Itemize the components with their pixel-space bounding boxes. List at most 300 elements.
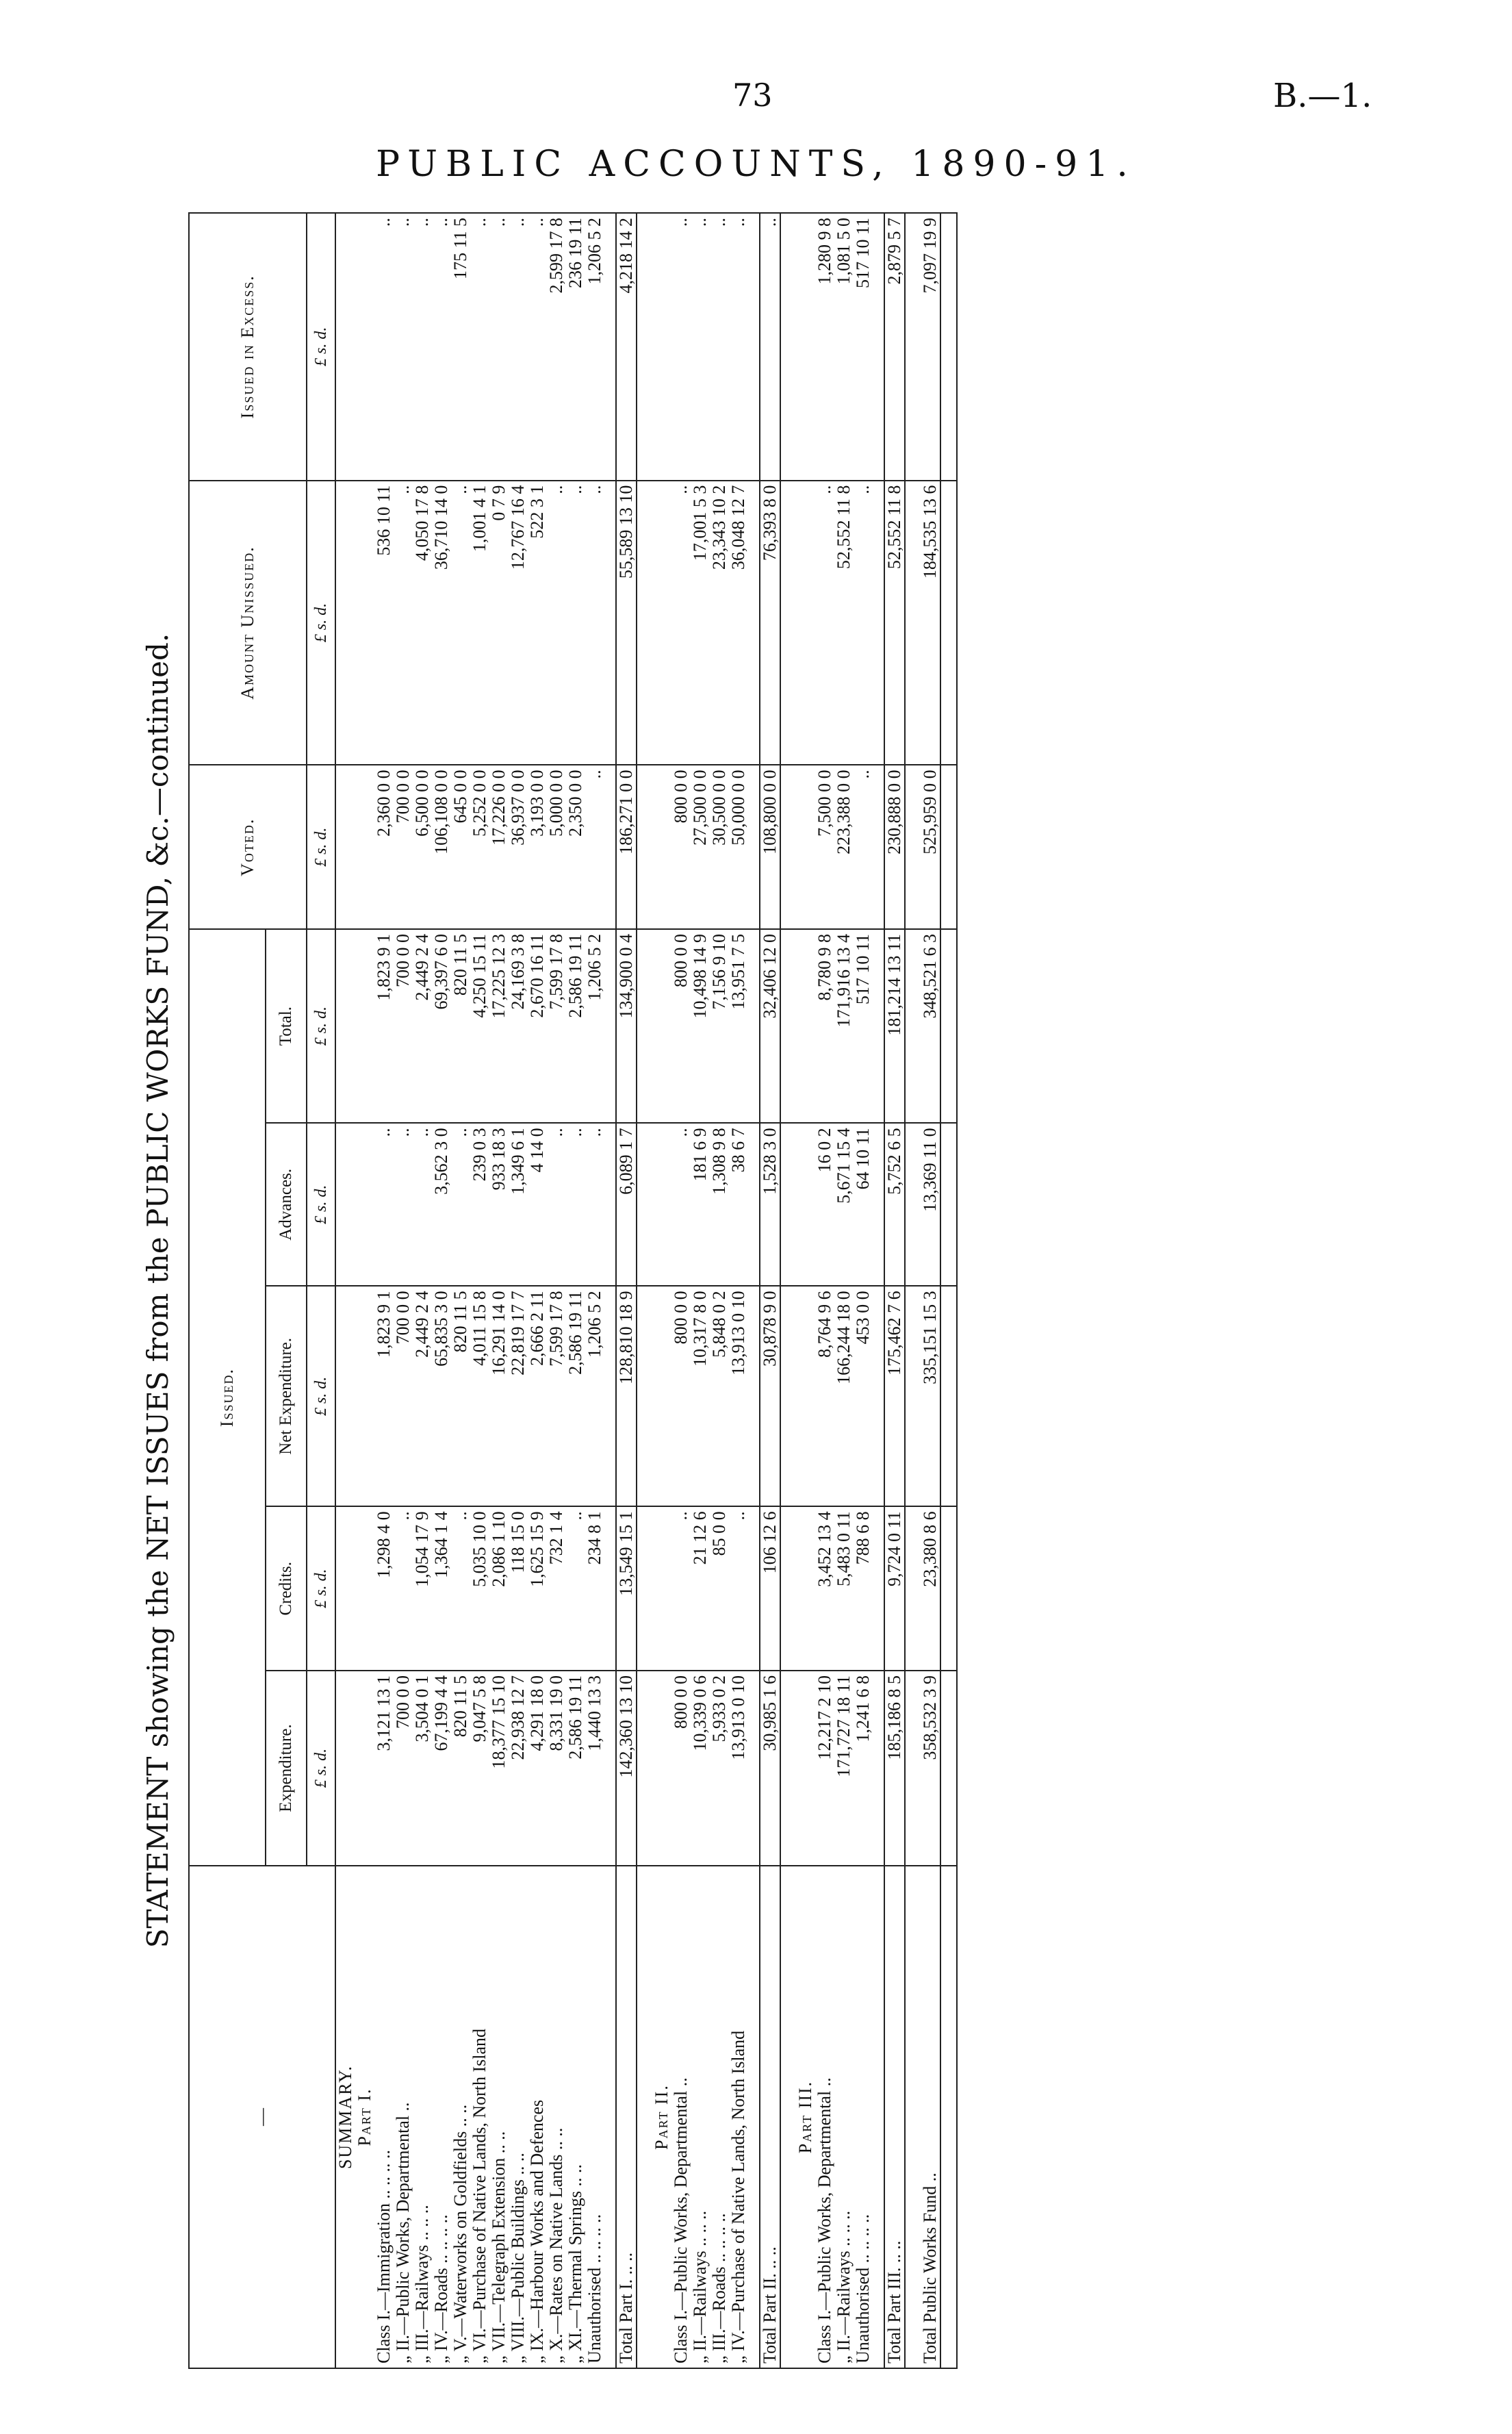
spacer-row (637, 213, 652, 2368)
amount-adv: 1,308 9 8 (710, 1123, 729, 1286)
empty-cell (748, 1123, 760, 1286)
amount-cr: 3,452 13 4 (815, 1506, 834, 1671)
amount-exp: 142,360 13 10 (616, 1671, 637, 1866)
amount-un: 52,552 11 8 (834, 481, 854, 765)
table-row (394, 213, 413, 2368)
empty-cell (748, 765, 760, 929)
spacer-row (780, 213, 796, 2368)
amount-exp: 820 11 5 (451, 1671, 470, 1866)
part-heading: Part III. (796, 1866, 815, 2368)
table-row (691, 213, 710, 2368)
header-net-expenditure: Net Expenditure. (266, 1286, 307, 1506)
header-issued: Issued. (189, 929, 266, 1866)
row-label: „ XI.—Thermal Springs .. .. (566, 1866, 585, 2368)
table-row (470, 213, 489, 2368)
empty-cell (604, 213, 616, 481)
table-row (374, 213, 394, 2368)
amount-cr: .. (394, 1506, 413, 1671)
amount-net: 128,810 18 9 (616, 1286, 637, 1506)
amount-un: 4,050 17 8 (413, 481, 432, 765)
empty-cell (355, 213, 374, 481)
amount-tot: 8,780 9 8 (815, 929, 834, 1123)
empty-cell (780, 1506, 796, 1671)
amount-exp: 8,331 19 0 (547, 1671, 566, 1866)
amount-ex: .. (432, 213, 451, 481)
amount-adv: .. (394, 1123, 413, 1286)
amount-net: 820 11 5 (451, 1286, 470, 1506)
amount-ex: .. (710, 213, 729, 481)
amount-vot: 800 0 0 (671, 765, 691, 929)
amount-un: 17,001 5 3 (691, 481, 710, 765)
row-label: Class I.—Public Works, Departmental .. (671, 1866, 691, 2368)
header-excess: Issued in Excess. (189, 213, 307, 481)
amount-net: 335,151 15 3 (921, 1286, 940, 1506)
amount-un: 55,589 13 10 (616, 481, 637, 765)
amount-vot: 106,108 0 0 (432, 765, 451, 929)
row-label: Total Part I. .. .. (616, 1866, 637, 2368)
amount-net: 13,913 0 10 (729, 1286, 748, 1506)
empty-cell (873, 1123, 884, 1286)
empty-cell (637, 1286, 652, 1506)
empty-cell (796, 1671, 815, 1866)
rotated-statement (140, 212, 1396, 2369)
row-label: Unauthorised .. .. .. .. (854, 1866, 873, 2368)
amount-tot: 1,206 5 2 (585, 929, 604, 1123)
part-heading: Part II. (652, 1866, 671, 2368)
currency-units-header: £ s. d. (307, 1123, 335, 1286)
amount-un: .. (671, 481, 691, 765)
empty-cell (652, 1123, 671, 1286)
amount-cr: .. (729, 1506, 748, 1671)
table-row (834, 213, 854, 2368)
amount-cr: 234 8 1 (585, 1506, 604, 1671)
empty-cell (873, 213, 884, 481)
amount-un: .. (854, 481, 873, 765)
empty-cell (604, 1123, 616, 1286)
empty-cell (637, 1506, 652, 1671)
section-heading-row (796, 213, 815, 2368)
row-label: „ II.—Public Works, Departmental .. (394, 1866, 413, 2368)
header-expenditure: Expenditure. (266, 1671, 307, 1866)
amount-net: 4,011 15 8 (470, 1286, 489, 1506)
amount-adv: 239 0 3 (470, 1123, 489, 1286)
amount-vot: 17,226 0 0 (489, 765, 509, 929)
amount-cr: 1,054 17 9 (413, 1506, 432, 1671)
amount-un: 23,343 10 2 (710, 481, 729, 765)
amount-adv: 16 0 2 (815, 1123, 834, 1286)
amount-exp: 3,504 0 1 (413, 1671, 432, 1866)
table-row (489, 213, 509, 2368)
document-reference: B.—1. (1273, 77, 1372, 115)
empty-cell (796, 1123, 815, 1286)
amount-tot: 17,225 12 3 (489, 929, 509, 1123)
row-label: Class I.—Immigration .. .. .. .. (374, 1866, 394, 2368)
amount-un: 1,001 4 1 (470, 481, 489, 765)
amount-net: 175,462 7 6 (884, 1286, 905, 1506)
empty-cell (780, 765, 796, 929)
empty-cell (652, 1671, 671, 1866)
row-label: „ VIII.—Public Buildings .. .. (509, 1866, 528, 2368)
amount-net: 5,848 0 2 (710, 1286, 729, 1506)
row-label: „ V.—Waterworks on Goldfields .. .. (451, 1866, 470, 2368)
header-advances: Advances. (266, 1123, 307, 1286)
amount-tot: 2,670 16 11 (528, 929, 547, 1123)
total-row (760, 213, 780, 2368)
amount-un: 76,393 8 0 (760, 481, 780, 765)
amount-tot: 32,406 12 0 (760, 929, 780, 1123)
table-row (815, 213, 834, 2368)
spacer-row (748, 213, 760, 2368)
empty-cell (652, 1286, 671, 1506)
amount-tot: 134,900 0 4 (616, 929, 637, 1123)
empty-cell (940, 765, 957, 929)
empty-cell (355, 929, 374, 1123)
amount-adv: .. (671, 1123, 691, 1286)
amount-tot: 181,214 13 11 (884, 929, 905, 1123)
empty-cell (905, 765, 921, 929)
empty-cell (873, 1866, 884, 2368)
empty-cell (335, 481, 355, 765)
amount-ex: .. (729, 213, 748, 481)
empty-cell (652, 1506, 671, 1671)
empty-cell (637, 1123, 652, 1286)
amount-cr: 5,035 10 0 (470, 1506, 489, 1671)
amount-ex: .. (374, 213, 394, 481)
amount-cr: 9,724 0 11 (884, 1506, 905, 1671)
row-label: „ III.—Roads .. .. .. .. (710, 1866, 729, 2368)
amount-tot: 1,823 9 1 (374, 929, 394, 1123)
row-label: „ VI.—Purchase of Native Lands, North Island (470, 1866, 489, 2368)
table-row (566, 213, 585, 2368)
empty-cell (780, 929, 796, 1123)
amount-vot: 5,000 0 0 (547, 765, 566, 929)
amount-un: 536 10 11 (374, 481, 394, 765)
row-label: Total Public Works Fund .. (921, 1866, 940, 2368)
amount-adv: .. (413, 1123, 432, 1286)
amount-tot: 171,916 13 4 (834, 929, 854, 1123)
amount-vot: .. (854, 765, 873, 929)
empty-cell (796, 765, 815, 929)
amount-tot: 820 11 5 (451, 929, 470, 1123)
amount-vot: 30,500 0 0 (710, 765, 729, 929)
amount-un: .. (585, 481, 604, 765)
amount-net: 2,586 19 11 (566, 1286, 585, 1506)
currency-units-header: £ s. d. (307, 213, 335, 481)
empty-cell (335, 213, 355, 481)
empty-cell (637, 1866, 652, 2368)
amount-ex: .. (413, 213, 432, 481)
currency-units-header: £ s. d. (307, 481, 335, 765)
amount-un: 12,767 16 4 (509, 481, 528, 765)
amount-vot: 5,252 0 0 (470, 765, 489, 929)
part-heading: Part I. (355, 1866, 374, 2368)
empty-cell (637, 1671, 652, 1866)
empty-cell (873, 765, 884, 929)
empty-cell (873, 481, 884, 765)
empty-cell (604, 1866, 616, 2368)
empty-cell (652, 481, 671, 765)
amount-un: 36,048 12 7 (729, 481, 748, 765)
amount-ex: 175 11 5 (451, 213, 470, 481)
table-row (710, 213, 729, 2368)
row-label: Class I.—Public Works, Departmental .. (815, 1866, 834, 2368)
header-total: Total. (266, 929, 307, 1123)
amount-ex: 7,097 19 9 (921, 213, 940, 481)
amount-ex: .. (691, 213, 710, 481)
amount-net: 700 0 0 (394, 1286, 413, 1506)
amount-exp: 30,985 1 6 (760, 1671, 780, 1866)
empty-cell (940, 1671, 957, 1866)
empty-cell (796, 929, 815, 1123)
empty-cell (355, 1671, 374, 1866)
amount-cr: 13,549 15 1 (616, 1506, 637, 1671)
amount-un: .. (451, 481, 470, 765)
amount-vot: 6,500 0 0 (413, 765, 432, 929)
amount-cr: 1,298 4 0 (374, 1506, 394, 1671)
amount-ex: .. (671, 213, 691, 481)
amount-exp: 700 0 0 (394, 1671, 413, 1866)
amount-tot: 24,169 3 8 (509, 929, 528, 1123)
amount-adv: .. (374, 1123, 394, 1286)
amount-adv: 5,752 6 5 (884, 1123, 905, 1286)
amount-ex: 4,218 14 2 (616, 213, 637, 481)
amount-exp: 10,339 0 6 (691, 1671, 710, 1866)
amount-adv: 64 10 11 (854, 1123, 873, 1286)
amount-vot: 230,888 0 0 (884, 765, 905, 929)
table-row (451, 213, 470, 2368)
page-number: 73 (732, 77, 773, 114)
amount-exp: 67,199 4 4 (432, 1671, 451, 1866)
amount-cr: 1,625 15 9 (528, 1506, 547, 1671)
currency-units-header: £ s. d. (307, 1286, 335, 1506)
amount-exp: 800 0 0 (671, 1671, 691, 1866)
row-label: Total Part III. .. .. (884, 1866, 905, 2368)
empty-cell (748, 213, 760, 481)
amount-exp: 4,291 18 0 (528, 1671, 547, 1866)
amount-cr: 2,086 1 10 (489, 1506, 509, 1671)
empty-cell (940, 1123, 957, 1286)
amount-cr: 21 12 6 (691, 1506, 710, 1671)
amount-cr: 788 6 8 (854, 1506, 873, 1671)
empty-cell (748, 1506, 760, 1671)
amount-net: 166,244 18 0 (834, 1286, 854, 1506)
amount-tot: 348,521 6 3 (921, 929, 940, 1123)
amount-vot: 700 0 0 (394, 765, 413, 929)
header-voted: Voted. (189, 765, 307, 929)
section-heading-row (335, 213, 355, 2368)
amount-ex: .. (760, 213, 780, 481)
amount-cr: 118 15 0 (509, 1506, 528, 1671)
amount-vot: 3,193 0 0 (528, 765, 547, 929)
empty-cell (748, 1286, 760, 1506)
empty-cell (905, 1866, 921, 2368)
amount-adv: 4 14 0 (528, 1123, 547, 1286)
empty-cell (796, 213, 815, 481)
amount-cr: 1,364 1 4 (432, 1506, 451, 1671)
amount-un: 184,535 13 6 (921, 481, 940, 765)
amount-tot: 4,250 15 11 (470, 929, 489, 1123)
summary-heading: SUMMARY. (335, 1866, 355, 2368)
amount-net: 22,819 17 7 (509, 1286, 528, 1506)
amount-tot: 700 0 0 (394, 929, 413, 1123)
amount-net: 453 0 0 (854, 1286, 873, 1506)
empty-cell (604, 929, 616, 1123)
amount-un: .. (394, 481, 413, 765)
amount-ex: .. (470, 213, 489, 481)
empty-cell (905, 1123, 921, 1286)
amount-exp: 22,938 12 7 (509, 1671, 528, 1866)
amount-exp: 1,440 13 3 (585, 1671, 604, 1866)
amount-un: 522 3 1 (528, 481, 547, 765)
empty-cell (355, 1286, 374, 1506)
amount-vot: 50,000 0 0 (729, 765, 748, 929)
amount-net: 16,291 14 0 (489, 1286, 509, 1506)
amount-un: .. (547, 481, 566, 765)
amount-adv: 5,671 15 4 (834, 1123, 854, 1286)
row-label: „ III.—Railways .. .. .. (413, 1866, 432, 2368)
table-row (509, 213, 528, 2368)
amount-vot: .. (585, 765, 604, 929)
empty-cell (940, 1506, 957, 1671)
amount-tot: 2,586 19 11 (566, 929, 585, 1123)
amount-tot: 10,498 14 9 (691, 929, 710, 1123)
amount-vot: 27,500 0 0 (691, 765, 710, 929)
amount-vot: 36,937 0 0 (509, 765, 528, 929)
header-unissued: Amount Unissued. (189, 481, 307, 765)
empty-cell (748, 481, 760, 765)
amount-net: 2,666 2 11 (528, 1286, 547, 1506)
empty-cell (335, 1123, 355, 1286)
spacer-row (940, 213, 957, 2368)
section-heading-row (652, 213, 671, 2368)
amount-vot: 223,388 0 0 (834, 765, 854, 929)
amount-adv: .. (451, 1123, 470, 1286)
spacer-row (604, 213, 616, 2368)
amount-net: 8,764 9 6 (815, 1286, 834, 1506)
row-label: „ IX.—Harbour Works and Defences (528, 1866, 547, 2368)
row-label: „ IV.—Roads .. .. .. .. (432, 1866, 451, 2368)
amount-vot: 186,271 0 0 (616, 765, 637, 929)
empty-cell (905, 1671, 921, 1866)
amount-exp: 185,186 8 5 (884, 1671, 905, 1866)
currency-units-header: £ s. d. (307, 765, 335, 929)
amount-ex: 517 10 11 (854, 213, 873, 481)
amount-exp: 2,586 19 11 (566, 1671, 585, 1866)
amount-adv: 13,369 11 0 (921, 1123, 940, 1286)
amount-net: 2,449 2 4 (413, 1286, 432, 1506)
empty-cell (335, 765, 355, 929)
amount-adv: .. (585, 1123, 604, 1286)
amount-tot: 7,599 17 8 (547, 929, 566, 1123)
amount-cr: .. (451, 1506, 470, 1671)
table-row (671, 213, 691, 2368)
amount-net: 1,206 5 2 (585, 1286, 604, 1506)
amount-exp: 18,377 15 10 (489, 1671, 509, 1866)
amount-ex: 1,081 5 0 (834, 213, 854, 481)
empty-cell (780, 1286, 796, 1506)
empty-cell (335, 1506, 355, 1671)
amount-exp: 13,913 0 10 (729, 1671, 748, 1866)
amount-vot: 2,350 0 0 (566, 765, 585, 929)
amount-ex: 1,206 5 2 (585, 213, 604, 481)
amount-ex: .. (394, 213, 413, 481)
empty-cell (355, 765, 374, 929)
amount-cr: 85 0 0 (710, 1506, 729, 1671)
table-row (854, 213, 873, 2368)
amount-adv: 38 6 7 (729, 1123, 748, 1286)
empty-cell (905, 1506, 921, 1671)
table-row (413, 213, 432, 2368)
amount-net: 1,823 9 1 (374, 1286, 394, 1506)
amount-adv: 181 6 9 (691, 1123, 710, 1286)
empty-cell (780, 213, 796, 481)
currency-units-header: £ s. d. (307, 929, 335, 1123)
spacer-row (873, 213, 884, 2368)
amount-ex: .. (489, 213, 509, 481)
amount-ex: 2,599 17 8 (547, 213, 566, 481)
empty-cell (335, 1671, 355, 1866)
empty-cell (905, 1286, 921, 1506)
empty-cell (355, 1123, 374, 1286)
amount-exp: 1,241 6 8 (854, 1671, 873, 1866)
amount-un: .. (566, 481, 585, 765)
amount-net: 30,878 9 0 (760, 1286, 780, 1506)
amount-tot: 800 0 0 (671, 929, 691, 1123)
amount-adv: .. (566, 1123, 585, 1286)
currency-units-header: £ s. d. (307, 1506, 335, 1671)
amount-tot: 2,449 2 4 (413, 929, 432, 1123)
empty-cell (873, 1506, 884, 1671)
amount-adv: 1,528 3 0 (760, 1123, 780, 1286)
amount-exp: 9,047 5 8 (470, 1671, 489, 1866)
row-label: Total Part II. .. .. (760, 1866, 780, 2368)
net-issues-table (188, 212, 958, 2369)
amount-net: 65,835 3 0 (432, 1286, 451, 1506)
empty-cell (652, 929, 671, 1123)
amount-vot: 2,360 0 0 (374, 765, 394, 929)
row-label: „ VII.—Telegraph Extension .. .. (489, 1866, 509, 2368)
amount-ex: 1,280 9 8 (815, 213, 834, 481)
empty-cell (905, 481, 921, 765)
amount-exp: 3,121 13 1 (374, 1671, 394, 1866)
grand-total-row (921, 213, 940, 2368)
empty-cell (940, 481, 957, 765)
empty-cell (940, 1866, 957, 2368)
amount-exp: 358,532 3 9 (921, 1671, 940, 1866)
currency-units-header: £ s. d. (307, 1671, 335, 1866)
empty-cell (905, 929, 921, 1123)
section-heading-row (355, 213, 374, 2368)
amount-tot: 13,951 7 5 (729, 929, 748, 1123)
empty-cell (796, 481, 815, 765)
amount-un: 36,710 14 0 (432, 481, 451, 765)
table-body (335, 213, 957, 2368)
total-row (616, 213, 637, 2368)
empty-cell (355, 1506, 374, 1671)
empty-cell (335, 929, 355, 1123)
empty-cell (780, 481, 796, 765)
table-row (432, 213, 451, 2368)
empty-cell (652, 765, 671, 929)
row-label: „ II.—Railways .. .. .. (691, 1866, 710, 2368)
amount-un: 0 7 9 (489, 481, 509, 765)
empty-cell (940, 213, 957, 481)
empty-cell (780, 1123, 796, 1286)
total-row (884, 213, 905, 2368)
amount-cr: .. (671, 1506, 691, 1671)
amount-cr: 106 12 6 (760, 1506, 780, 1671)
row-label: „ II.—Railways .. .. .. (834, 1866, 854, 2368)
